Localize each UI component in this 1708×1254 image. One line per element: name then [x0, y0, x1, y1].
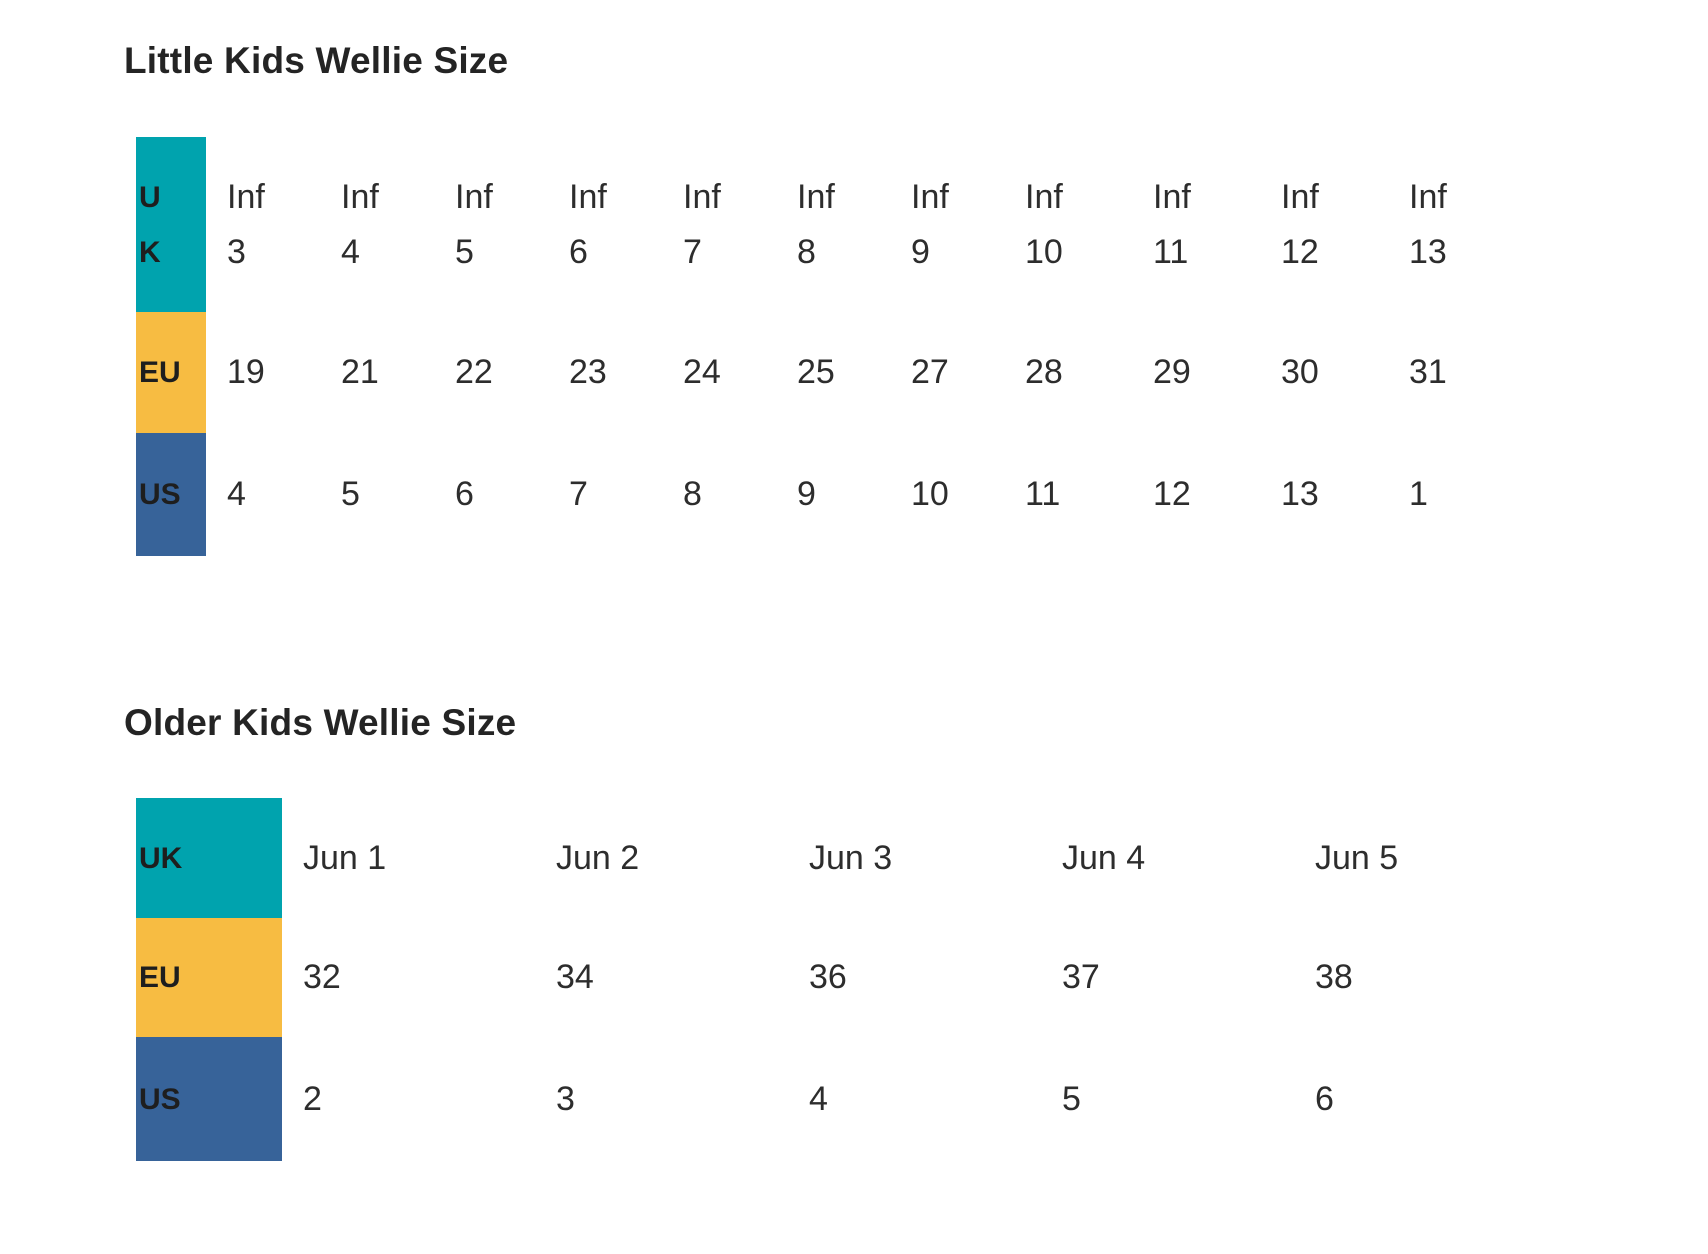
- size-cell-uk: Jun 1: [282, 798, 535, 918]
- size-cell-uk: Inf 12: [1260, 137, 1388, 312]
- size-cell-uk: Inf 7: [662, 137, 776, 312]
- size-cell-eu: 24: [662, 312, 776, 433]
- size-cell-us: 5: [320, 433, 434, 556]
- size-cell-us: 7: [548, 433, 662, 556]
- row-header-uk: UK: [136, 798, 282, 918]
- size-cell-eu: 19: [206, 312, 320, 433]
- size-cell-eu: 25: [776, 312, 890, 433]
- little-kids-table-title: Little Kids Wellie Size: [124, 40, 509, 81]
- size-cell-us: 4: [206, 433, 320, 556]
- row-header-us: US: [136, 433, 206, 556]
- size-cell-uk: Jun 2: [535, 798, 788, 918]
- size-cell-us: 4: [788, 1037, 1041, 1161]
- size-cell-us: 10: [890, 433, 1004, 556]
- size-cell-us: 9: [776, 433, 890, 556]
- older-kids-size-table: [136, 798, 1547, 1161]
- little-kids-size-table: [136, 137, 1516, 556]
- size-cell-uk: Inf 10: [1004, 137, 1132, 312]
- size-cell-uk: Inf 11: [1132, 137, 1260, 312]
- size-cell-eu: 38: [1294, 918, 1547, 1037]
- size-cell-eu: 29: [1132, 312, 1260, 433]
- size-cell-eu: 36: [788, 918, 1041, 1037]
- size-cell-us: 2: [282, 1037, 535, 1161]
- size-cell-eu: 37: [1041, 918, 1294, 1037]
- size-cell-eu: 30: [1260, 312, 1388, 433]
- size-cell-eu: 21: [320, 312, 434, 433]
- row-header-us: US: [136, 1037, 282, 1161]
- size-cell-us: 1: [1388, 433, 1516, 556]
- size-cell-uk: Inf 3: [206, 137, 320, 312]
- row-header-eu: EU: [136, 918, 282, 1037]
- size-cell-eu: 31: [1388, 312, 1516, 433]
- size-cell-us: 3: [535, 1037, 788, 1161]
- size-cell-uk: Jun 4: [1041, 798, 1294, 918]
- size-cell-eu: 22: [434, 312, 548, 433]
- size-cell-uk: Inf 4: [320, 137, 434, 312]
- size-cell-uk: Jun 5: [1294, 798, 1547, 918]
- row-header-eu: EU: [136, 312, 206, 433]
- size-cell-uk: Inf 8: [776, 137, 890, 312]
- row-header-uk: U K: [136, 137, 206, 312]
- older-kids-table-title: Older Kids Wellie Size: [124, 702, 517, 743]
- size-cell-us: 11: [1004, 433, 1132, 556]
- size-cell-uk: Inf 6: [548, 137, 662, 312]
- size-cell-us: 5: [1041, 1037, 1294, 1161]
- size-cell-uk: Inf 13: [1388, 137, 1516, 312]
- size-cell-us: 6: [1294, 1037, 1547, 1161]
- size-cell-uk: Jun 3: [788, 798, 1041, 918]
- size-cell-eu: 23: [548, 312, 662, 433]
- size-cell-eu: 27: [890, 312, 1004, 433]
- size-cell-us: 13: [1260, 433, 1388, 556]
- size-cell-uk: Inf 5: [434, 137, 548, 312]
- size-cell-us: 8: [662, 433, 776, 556]
- size-cell-us: 12: [1132, 433, 1260, 556]
- size-cell-eu: 34: [535, 918, 788, 1037]
- size-cell-eu: 28: [1004, 312, 1132, 433]
- size-cell-us: 6: [434, 433, 548, 556]
- size-cell-uk: Inf 9: [890, 137, 1004, 312]
- size-cell-eu: 32: [282, 918, 535, 1037]
